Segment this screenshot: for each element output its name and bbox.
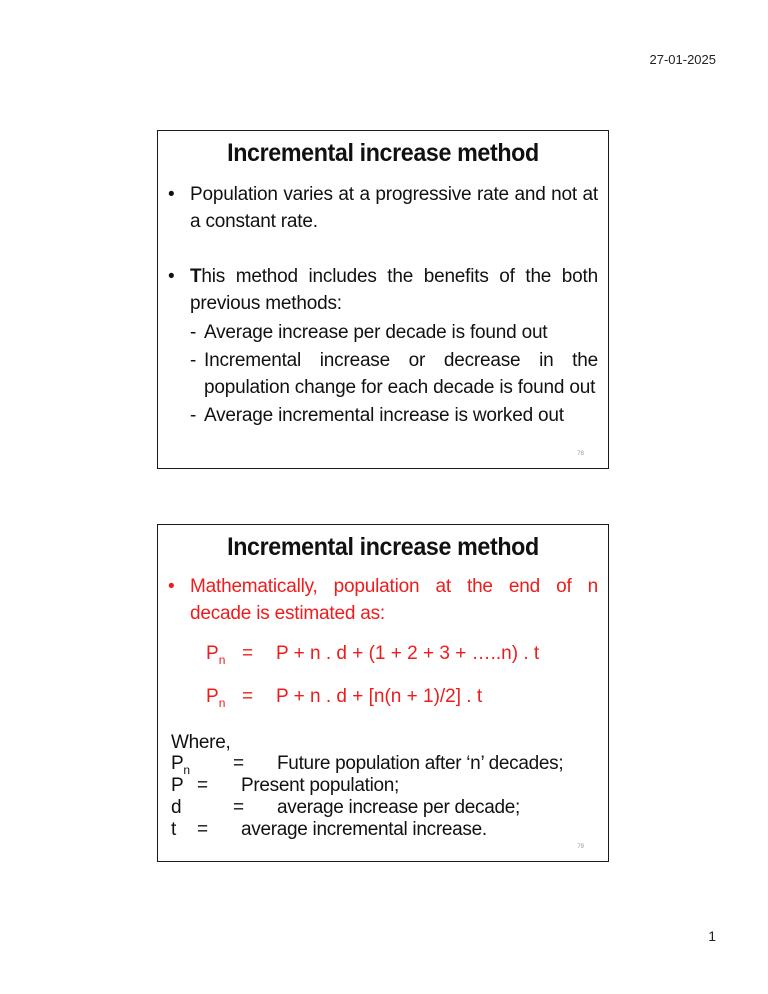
def-text: average increase per decade; xyxy=(277,797,520,818)
def-text: average incremental increase. xyxy=(241,819,487,840)
formula-row xyxy=(206,686,482,710)
where-label: Where, xyxy=(171,732,231,753)
dash-icon: - xyxy=(190,350,197,371)
bullet-dot-icon: • xyxy=(168,184,175,205)
bold-initial: T xyxy=(190,266,202,287)
def-equals: = xyxy=(233,797,244,818)
formula-rhs: P + n . d + (1 + 2 + 3 + …..n) . t xyxy=(276,643,540,664)
formula-row xyxy=(206,643,539,667)
slide-title: Incremental increase method xyxy=(227,139,539,167)
formula-equals: = xyxy=(242,643,254,664)
slide-78 xyxy=(157,130,609,469)
sub-item-text: Average incremental increase is worked out xyxy=(204,405,564,426)
sub-item-text: Incremental increase or decrease in the population change for each decade is found out xyxy=(204,350,598,398)
def-text: Present population; xyxy=(241,775,400,796)
page-number: 1 xyxy=(708,928,716,944)
formula-rhs: P + n . d + [n(n + 1)/2] . t xyxy=(276,686,483,707)
slide-79 xyxy=(157,524,609,862)
formula-lhs: $P_n$ xyxy=(206,643,226,667)
dash-icon: - xyxy=(190,322,197,343)
sub-list-item xyxy=(190,347,598,401)
bullet-dot-icon: • xyxy=(168,576,175,597)
sub-item-text: Average increase per decade is found out xyxy=(204,322,548,343)
sub-list-item xyxy=(190,319,598,346)
def-equals: = xyxy=(197,775,208,796)
bullet-text: Mathematically, population at the end of n decade is estimated as: xyxy=(190,576,598,624)
bullet-text xyxy=(190,263,598,317)
def-equals: = xyxy=(233,753,244,774)
def-equals: = xyxy=(197,819,208,840)
bullet-item xyxy=(168,181,598,235)
formula-equals: = xyxy=(242,686,254,707)
bullet-item xyxy=(168,573,598,627)
slide-title: Incremental increase method xyxy=(227,533,539,561)
bullet-item xyxy=(168,263,598,317)
definition-row xyxy=(171,797,520,819)
bullet-text-rest: his method includes the benefits of the both previous methods: xyxy=(190,266,598,314)
formula-lhs: $P_n$ xyxy=(206,686,226,710)
sub-list-item xyxy=(190,402,598,429)
def-text: Future population after ‘n’ decades; xyxy=(277,753,564,774)
def-symbol: d xyxy=(171,797,182,818)
bullet-dot-icon: • xyxy=(168,266,175,287)
slide-number: 79 xyxy=(577,844,584,850)
header-date: 27-01-2025 xyxy=(649,52,716,67)
def-symbol: P xyxy=(171,775,184,796)
slide-number: 78 xyxy=(577,451,584,457)
definition-row xyxy=(171,819,487,841)
def-symbol: t xyxy=(171,819,176,840)
dash-icon: - xyxy=(190,405,197,426)
def-symbol: $P_n$ xyxy=(171,753,190,777)
bullet-text: Population varies at a progressive rate and not at a constant rate. xyxy=(190,184,598,232)
definition-row xyxy=(171,775,400,797)
